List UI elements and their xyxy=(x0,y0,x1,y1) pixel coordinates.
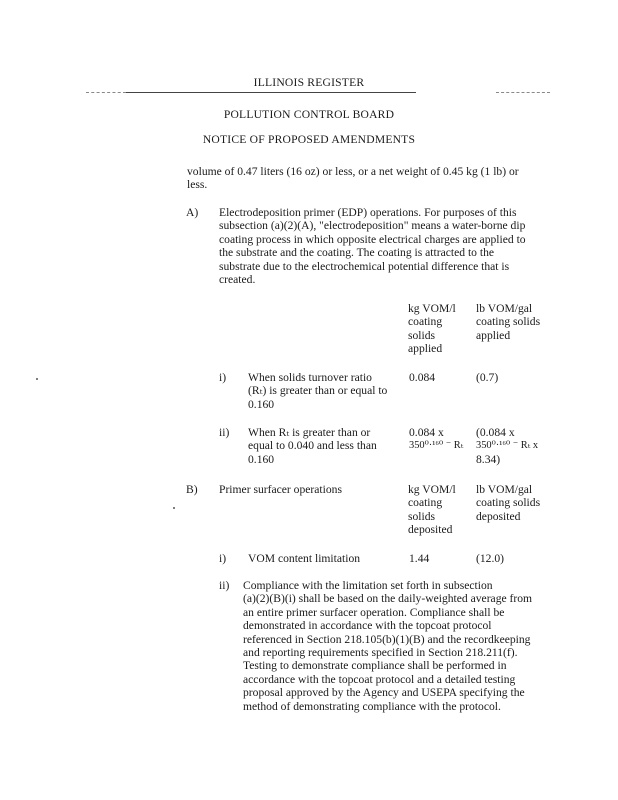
paragraph-line: accordance with the topcoat protocol and a detailed testing xyxy=(243,672,516,686)
header-dash-left xyxy=(86,92,126,93)
paragraph-line: Testing to demonstrate compliance shall be performed in xyxy=(243,659,507,673)
section-b-title: Primer surfacer operations xyxy=(219,483,342,496)
col-header-line: coating xyxy=(408,315,443,329)
col-header-line: deposited xyxy=(408,523,453,537)
section-b-col1-header xyxy=(408,483,478,537)
row-text-line: When solids turnover ratio xyxy=(248,371,372,384)
section-a-col2-header xyxy=(476,302,556,342)
col-header-line: deposited xyxy=(476,509,521,523)
col-header-line: kg VOM/l xyxy=(408,483,456,496)
paragraph-line: (a)(2)(B)(i) shall be based on the daily-weighted average from xyxy=(243,592,533,606)
row-b-ii-num: ii) xyxy=(219,579,230,592)
row-b-i-text: VOM content limitation xyxy=(248,552,361,565)
row-b-i-value-kg: 1.44 xyxy=(409,552,430,565)
row-b-ii-paragraph xyxy=(243,579,563,713)
row-a-i-value-kg: 0.084 xyxy=(409,371,436,384)
paragraph-line: demonstrated in accordance with the topcoat protocol xyxy=(243,619,492,633)
formula-line: (0.084 x xyxy=(476,426,515,439)
section-a-line: subsection (a)(2)(A), "electrodeposition" means a water-borne dip xyxy=(219,219,526,233)
row-a-ii-value-kg xyxy=(409,426,479,453)
formula-line: 0.084 x xyxy=(409,426,444,439)
row-a-i-text xyxy=(248,371,408,411)
intro-paragraph xyxy=(187,165,567,192)
paragraph-line: and reporting requirements specified in Section 218.211(f). xyxy=(243,646,518,660)
header-rule xyxy=(126,92,416,93)
section-a-line: coating process in which opposite electrical charges are applied to xyxy=(219,232,526,246)
section-a-line: created. xyxy=(219,273,256,287)
col-header-line: kg VOM/l xyxy=(408,302,456,315)
header-dash-right xyxy=(496,92,550,93)
row-text-line: 0.160 xyxy=(248,452,275,466)
col-header-line: lb VOM/gal xyxy=(476,302,533,315)
row-text-line: (Rₜ) is greater than or equal to xyxy=(248,384,388,398)
board-title: POLLUTION CONTROL BOARD xyxy=(223,108,395,121)
row-a-i-num: i) xyxy=(219,371,227,384)
section-a-label: A) xyxy=(186,206,199,219)
row-b-i-num: i) xyxy=(219,552,227,565)
paragraph-line: proposal approved by the Agency and USEPA specifying the xyxy=(243,686,525,700)
section-a-line: the substrate and the coating. The coating is attracted to the xyxy=(219,246,495,260)
paragraph-line: referenced in Section 218.105(b)(1)(B) and the recordkeeping xyxy=(243,632,531,646)
col-header-line: solids xyxy=(408,328,436,342)
col-header-line: applied xyxy=(408,342,443,356)
paragraph-line: an entire primer surfacer operation. Compliance shall be xyxy=(243,605,505,619)
section-a-line: Electrodeposition primer (EDP) operations. For purposes of this xyxy=(219,206,517,219)
section-b-col2-header xyxy=(476,483,556,523)
scan-speck xyxy=(173,507,175,509)
register-title: ILLINOIS REGISTER xyxy=(253,76,365,89)
col-header-line: coating xyxy=(408,496,443,510)
section-a-paragraph xyxy=(219,206,559,286)
notice-title: NOTICE OF PROPOSED AMENDMENTS xyxy=(202,133,416,146)
col-header-line: applied xyxy=(476,328,511,342)
row-a-ii-text xyxy=(248,426,408,466)
paragraph-line: method of demonstrating compliance with the protocol. xyxy=(243,699,501,713)
row-text-line: equal to 0.040 and less than xyxy=(248,439,377,453)
section-a-col1-header xyxy=(408,302,478,356)
col-header-line: coating solids xyxy=(476,496,541,510)
paragraph-line: Compliance with the limitation set forth in subsection xyxy=(243,579,493,592)
formula-line: 8.34) xyxy=(476,452,501,466)
formula-line: 350⁰·¹⁶⁰ ⁻ Rₜ xyxy=(409,440,464,452)
row-b-i-value-lb: (12.0) xyxy=(476,552,505,565)
row-text-line: 0.160 xyxy=(248,397,275,411)
scan-speck xyxy=(36,378,38,380)
row-a-ii-value-lb xyxy=(476,426,564,466)
col-header-line: solids xyxy=(408,509,436,523)
row-text-line: When Rₜ is greater than or xyxy=(248,426,371,439)
col-header-line: coating solids xyxy=(476,315,541,329)
section-b-label: B) xyxy=(186,483,198,496)
intro-line: less. xyxy=(187,178,208,192)
col-header-line: lb VOM/gal xyxy=(476,483,533,496)
section-a-line: substrate due to the electrochemical potential difference that is xyxy=(219,259,510,273)
row-a-ii-num: ii) xyxy=(219,426,230,439)
intro-line: volume of 0.47 liters (16 oz) or less, or a net weight of 0.45 kg (1 lb) or xyxy=(187,165,519,178)
row-a-i-value-lb: (0.7) xyxy=(476,371,499,384)
formula-line: 350⁰·¹⁶⁰ ⁻ Rₜ x xyxy=(476,440,539,452)
